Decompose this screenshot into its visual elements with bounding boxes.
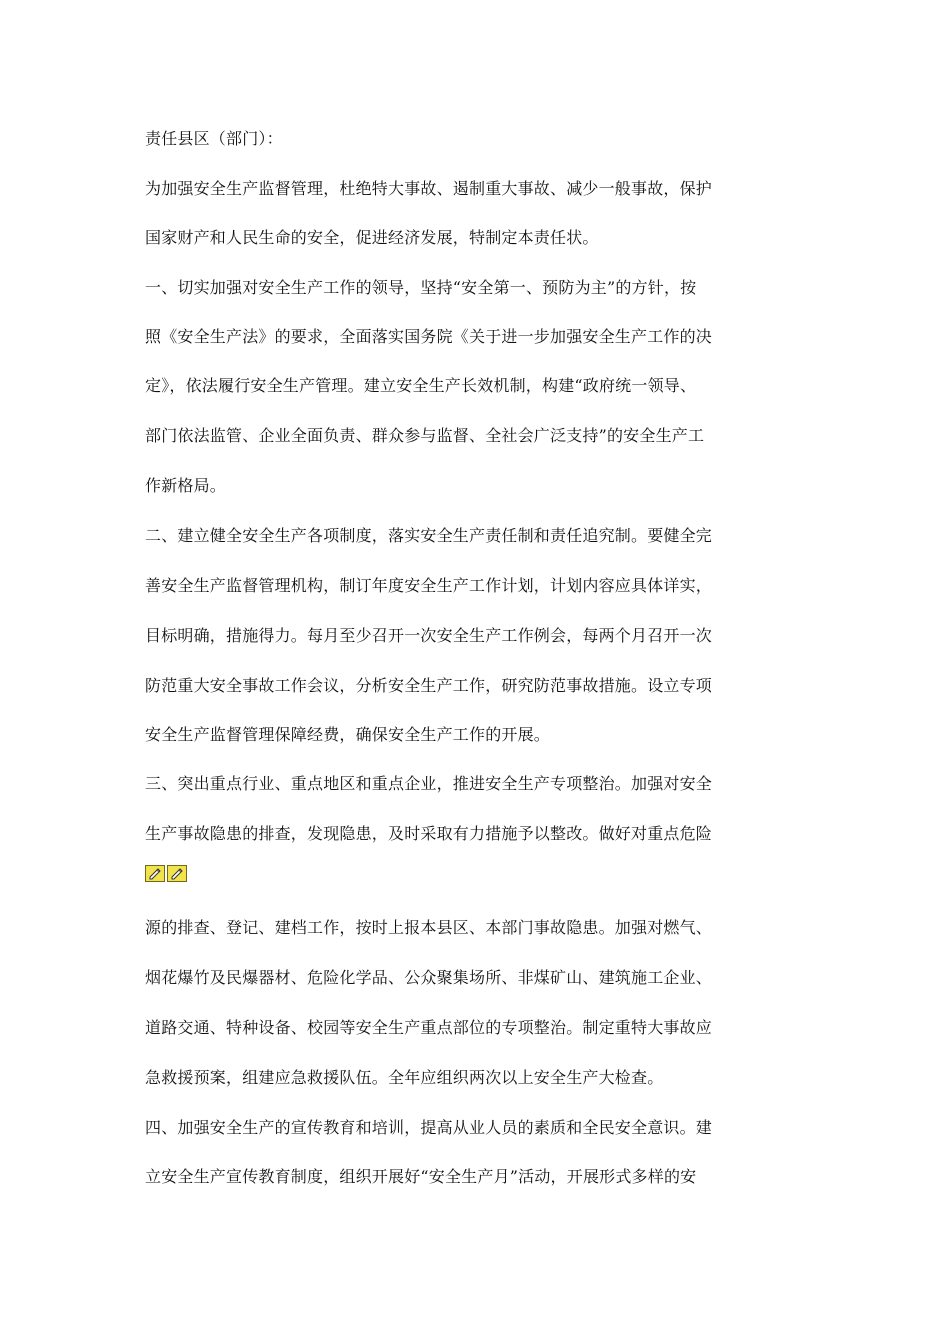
text-line: 一、切实加强对安全生产工作的领导，坚持“安全第一、预防为主”的方针，按 bbox=[145, 278, 697, 297]
text-line: 照《安全生产法》的要求，全面落实国务院《关于进一步加强安全生产工作的决 bbox=[145, 327, 713, 346]
text-line: 烟花爆竹及民爆器材、危险化学品、公众聚集场所、非煤矿山、建筑施工企业、 bbox=[145, 968, 713, 987]
text-line: 源的排查、登记、建档工作，按时上报本县区、本部门事故隐患。加强对燃气、 bbox=[145, 918, 713, 937]
text-line: 为加强安全生产监督管理，杜绝特大事故、遏制重大事故、减少一般事故，保护 bbox=[145, 179, 713, 198]
salutation-line: 责任县区（部门）： bbox=[145, 129, 283, 148]
text-line: 部门依法监管、企业全面负责、群众参与监督、全社会广泛支持”的安全生产工 bbox=[145, 426, 705, 445]
text-line: 防范重大安全事故工作会议，分析安全生产工作，研究防范事故措施。设立专项 bbox=[145, 676, 713, 695]
edit-icon[interactable] bbox=[145, 865, 165, 882]
text-line: 四、加强安全生产的宣传教育和培训，提高从业人员的素质和全民安全意识。建 bbox=[145, 1118, 713, 1137]
text-line: 目标明确，措施得力。每月至少召开一次安全生产工作例会，每两个月召开一次 bbox=[145, 626, 713, 645]
text-line: 立安全生产宣传教育制度，组织开展好“安全生产月”活动，开展形式多样的安 bbox=[145, 1167, 697, 1186]
text-line: 国家财产和人民生命的安全，促进经济发展，特制定本责任状。 bbox=[145, 228, 599, 247]
text-line: 三、突出重点行业、重点地区和重点企业，推进安全生产专项整治。加强对安全 bbox=[145, 774, 713, 793]
text-line: 生产事故隐患的排查，发现隐患，及时采取有力措施予以整改。做好对重点危险 bbox=[145, 824, 713, 843]
text-line: 二、建立健全安全生产各项制度，落实安全生产责任制和责任追究制。要健全完 bbox=[145, 526, 713, 545]
text-line: 作新格局。 bbox=[145, 476, 227, 495]
inline-icon-group bbox=[145, 865, 187, 883]
text-line: 安全生产监督管理保障经费，确保安全生产工作的开展。 bbox=[145, 725, 551, 744]
edit-icon[interactable] bbox=[167, 865, 187, 882]
text-line: 定》，依法履行安全生产管理。建立安全生产长效机制，构建“政府统一领导、 bbox=[145, 376, 697, 395]
text-line: 急救援预案，组建应急救援队伍。全年应组织两次以上安全生产大检查。 bbox=[145, 1068, 664, 1087]
text-line: 道路交通、特种设备、校园等安全生产重点部位的专项整治。制定重特大事故应 bbox=[145, 1018, 713, 1037]
text-line: 善安全生产监督管理机构，制订年度安全生产工作计划，计划内容应具体详实， bbox=[145, 576, 713, 595]
